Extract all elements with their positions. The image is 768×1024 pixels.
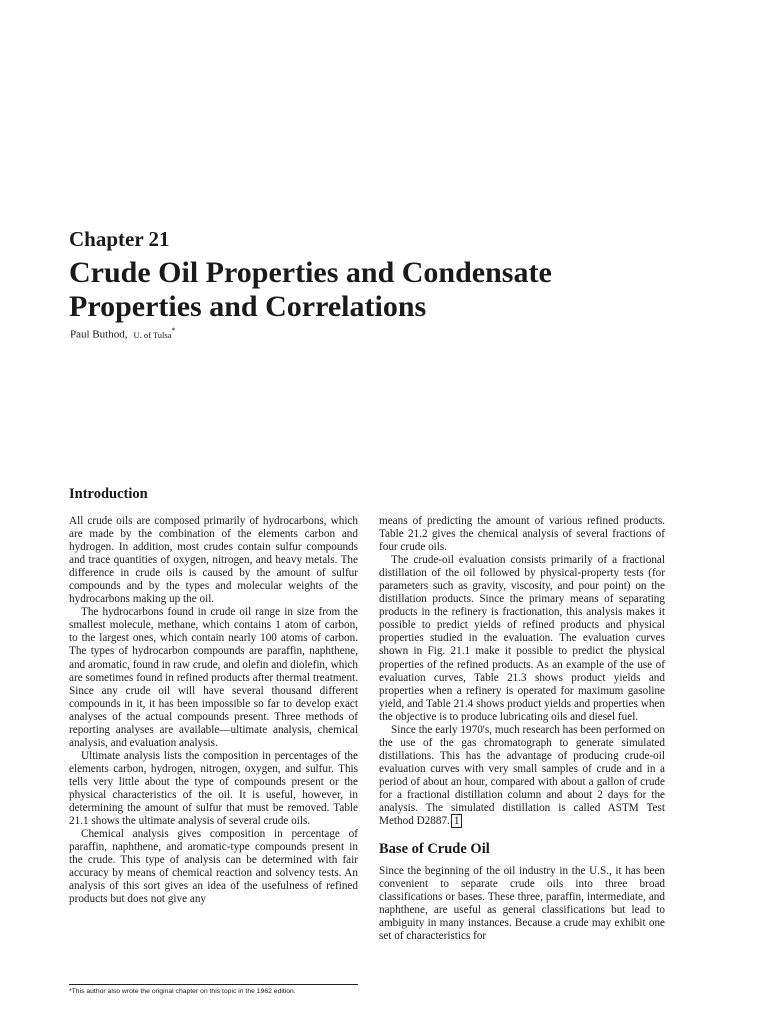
chapter-label: Chapter 21 (69, 227, 170, 251)
author-affiliation: U. of Tulsa (133, 329, 172, 340)
author-name: Paul Buthod, (70, 328, 128, 341)
author-footnote-mark: * (171, 326, 176, 335)
author-line (70, 326, 175, 341)
chapter-title-line-1: Crude Oil Properties and Condensate (69, 256, 552, 289)
left-column (69, 485, 358, 906)
crude-evaluation-paragraph: The crude-oil evaluation consists primarily of a fractional distillation of the oil followed by physical-property tests (for parameters such as gravity, viscosity, and pour point) on the distillation products. Since the primary means of separating products in the refinery is fractionation, this analysis makes it possible to predict yields of refined products and physical properties studied in the evaluation. The evaluation curves shown in Fig. 21.1 make it possible to predict the physical properties of the refined products. As an example of the use of evaluation curves, Table 21.3 shows product yields and properties when a refinery is operated for maximum gasoline yield, and Table 21.4 shows product yields and properties when the objective is to produce lubricating oils and diesel fuel. (379, 554, 665, 723)
intro-continued-paragraph: means of predicting the amount of various refined products. Table 21.2 gives the chemical analysis of several fractions of four crude oils. (379, 515, 665, 554)
chapter-title (69, 256, 689, 324)
intro-paragraph-2: The hydrocarbons found in crude oil range in size from the smallest molecule, methane, which contains 1 atom of carbon, to the largest ones, which contain nearly 100 atoms of carbon. The types of hydrocarbon compounds are paraffin, naphthene, and aromatic, found in raw crude, and olefin and diolefin, which are sometimes found in refined products after thermal treatment. Since any crude oil will have several thousand different compounds in it, it has been impossible so far to develop exact analyses of the actual compounds present. Three methods of reporting analyses are available—ultimate analysis, chemical analysis, and evaluation analysis. (69, 606, 358, 749)
introduction-heading: Introduction (69, 486, 148, 502)
base-of-crude-oil-paragraph: Since the beginning of the oil industry in the U.S., it has been convenient to separate crude oils into three broad classifications or bases. These three, paraffin, intermediate, and naphthene, are useful as general classifications but lead to ambiguity in many instances. Because a crude may exhibit one set of characteristics for (379, 865, 665, 943)
chapter-title-line-2: Properties and Correlations (69, 290, 427, 323)
footnote: *This author also wrote the original chapter on this topic in the 1962 edition. (69, 984, 358, 995)
simulated-distillation-text: Since the early 1970's, much research has been performed on the use of the gas chromatograph to generate simulated distillations. This has the advantage of producing crude-oil evaluation curves with very small samples of crude and in a period of about an hour, compared with about a gallon of crude for a fractional distillation column and about 2 days for the analysis. The simulated distillation is called ASTM Test Method D2887. (379, 723, 665, 828)
intro-paragraph-1: All crude oils are composed primarily of hydrocarbons, which are made by the combination of the elements carbon and hydrogen. In addition, most crudes contain sulfur compounds and trace quantities of oxygen, nitrogen, and heavy metals. The difference in crude oils is caused by the amount of sulfur compounds and by the types and molecular weights of the hydrocarbons making up the oil. (69, 515, 358, 606)
base-of-crude-oil-heading: Base of Crude Oil (379, 841, 490, 858)
simulated-distillation-paragraph (379, 724, 665, 828)
reference-marker[interactable]: 1 (451, 814, 463, 828)
right-column (379, 515, 665, 943)
intro-paragraph-4: Chemical analysis gives composition in percentage of paraffin, naphthene, and aromatic-type compounds present in the crude. This type of analysis can be determined with fair accuracy by means of chemical reaction and solvency tests. An analysis of this sort gives an idea of the usefulness of refined products but does not give any (69, 828, 358, 906)
intro-paragraph-3: Ultimate analysis lists the composition in percentages of the elements carbon, hydrogen, nitrogen, oxygen, and sulfur. This tells very little about the type of compounds present or the physical characteristics of the oil. It is useful, however, in determining the amount of sulfur that must be removed. Table 21.1 shows the ultimate analysis of several crude oils. (69, 749, 358, 828)
